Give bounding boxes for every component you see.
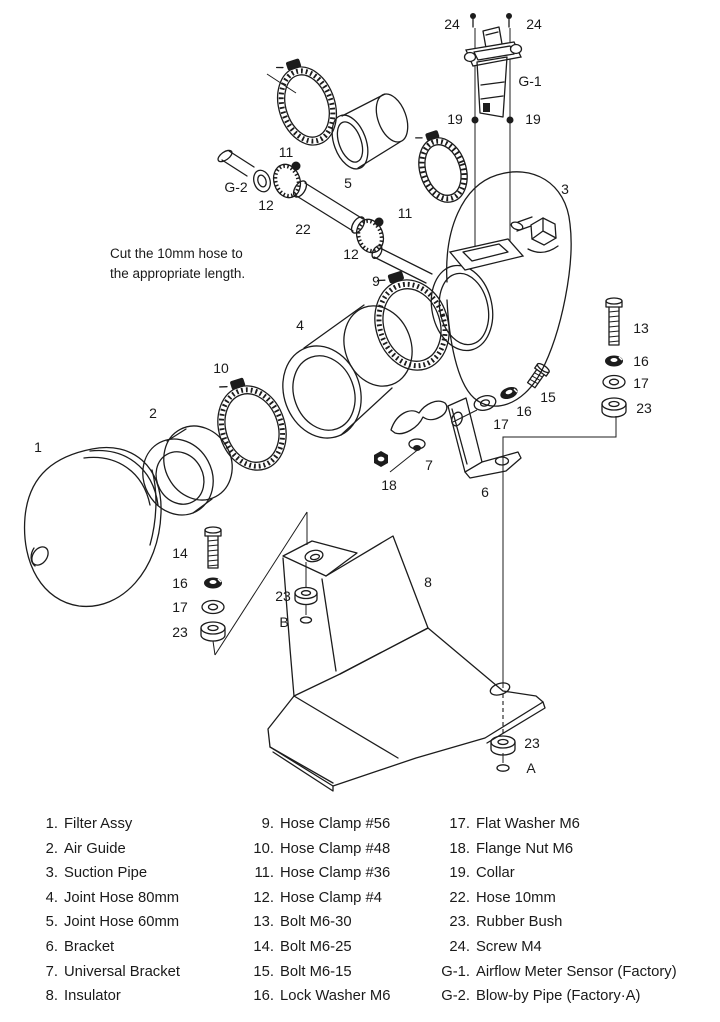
parts-list-item (238, 910, 390, 935)
part-number: 8. (45, 988, 58, 1005)
callout-label-A: A (526, 760, 536, 776)
part-number: 23. (449, 914, 470, 931)
callout-label-9: 9 (372, 273, 380, 289)
callout-label-B: B (279, 614, 289, 630)
callout-label-11: 11 (397, 205, 413, 221)
flange-nut-drawing (374, 451, 388, 467)
parts-list-item (424, 886, 677, 911)
parts-list-item (238, 837, 390, 862)
callout-label-2: 2 (149, 405, 157, 421)
parts-list-item (22, 861, 180, 886)
callout-label-7: 7 (425, 457, 433, 473)
part-label: Flat Washer M6 (476, 816, 580, 832)
callout-label-10: 10 (213, 360, 229, 376)
callout-label-23: 23 (524, 735, 540, 751)
part-label: Airflow Meter Sensor (Factory) (476, 963, 677, 980)
part-label: Insulator (64, 988, 121, 1005)
callout-label-12: 12 (258, 197, 274, 213)
parts-list-item (238, 886, 390, 911)
bolt-m6-30-drawing (606, 298, 622, 345)
callout-label-11: 11 (278, 144, 294, 160)
callout-label-12: 12 (343, 246, 359, 262)
rubber-bush-right-drawing (602, 398, 626, 417)
parts-list-item (22, 984, 180, 1009)
part-number: 6. (45, 938, 58, 955)
part-label: Blow-by Pipe (Factory·A) (476, 988, 641, 1005)
part-label: Collar (476, 865, 515, 882)
callout-label-G-2: G-2 (224, 179, 248, 195)
hose-clamp-36-upper-drawing (266, 52, 346, 153)
parts-list-item (238, 935, 390, 960)
callout-label-15: 15 (540, 389, 556, 405)
callout-label-5: 5 (344, 175, 352, 191)
callout-label-19: 19 (525, 111, 541, 127)
part-label: Rubber Bush (476, 914, 563, 931)
air-guide-drawing (130, 414, 245, 527)
part-number: G-1. (441, 963, 470, 980)
part-label: Hose Clamp #36 (280, 865, 391, 882)
parts-list-item (424, 812, 677, 837)
callout-label-13: 13 (633, 320, 649, 336)
flat-washer-right-drawing (603, 376, 625, 389)
hose-clamp-36-lower-drawing (409, 125, 475, 209)
part-number: 3. (45, 865, 58, 882)
part-number: 16. (253, 988, 274, 1005)
joint-hose-60-drawing (325, 90, 413, 174)
part-label: Bolt M6-15 (280, 963, 352, 980)
part-label: Bolt M6-30 (280, 914, 352, 931)
part-label: Joint Hose 60mm (64, 914, 180, 931)
part-label: Suction Pipe (64, 865, 148, 882)
part-label: Hose Clamp #56 (280, 816, 391, 832)
callout-label-17: 17 (633, 375, 649, 391)
rubber-bush-left-drawing (201, 622, 225, 641)
part-label: Air Guide (64, 840, 126, 857)
part-number: 2. (45, 840, 58, 857)
part-label: Universal Bracket (64, 963, 180, 980)
parts-list-item (22, 935, 180, 960)
part-number: 18. (449, 840, 470, 857)
filter-assy-drawing (25, 448, 162, 607)
part-number: 19. (449, 865, 470, 882)
part-number: 5. (45, 914, 58, 931)
part-label: Bracket (64, 938, 115, 955)
parts-list-item (424, 935, 677, 960)
parts-list-column-2 (238, 812, 390, 1009)
callout-label-19: 19 (447, 111, 463, 127)
callout-label-23: 23 (636, 400, 652, 416)
parts-list-column-3 (424, 812, 677, 1009)
note-line-1: Cut the 10mm hose to (110, 246, 243, 261)
part-number: G-2. (441, 988, 470, 1005)
callout-label-17: 17 (493, 416, 509, 432)
parts-list-item (22, 910, 180, 935)
joint-hose-80-drawing (270, 296, 423, 449)
part-label: Filter Assy (64, 816, 133, 832)
collar-19-left (472, 117, 479, 124)
callout-label-24: 24 (526, 16, 542, 32)
part-number: 15. (253, 963, 274, 980)
parts-list-item (238, 960, 390, 985)
part-number: 7. (45, 963, 58, 980)
parts-list-item (22, 886, 180, 911)
lock-washer-right-drawing (605, 356, 623, 367)
callout-label-8: 8 (424, 574, 432, 590)
part-label: Lock Washer M6 (280, 988, 391, 1005)
parts-list-item (424, 960, 677, 985)
cut-hose-note (110, 244, 245, 283)
parts-list-column-1 (22, 812, 180, 1009)
callout-label-16: 16 (516, 403, 532, 419)
part-number: 22. (449, 889, 470, 906)
callout-label-23: 23 (172, 624, 188, 640)
airflow-meter-sensor-drawing (465, 13, 522, 124)
part-number: 24. (449, 938, 470, 955)
callout-label-14: 14 (172, 545, 188, 561)
part-label: Hose Clamp #48 (280, 840, 391, 857)
flat-washer-left-drawing (202, 601, 224, 614)
parts-list-item (238, 861, 390, 886)
callout-label-1: 1 (34, 439, 42, 455)
part-number: 12. (253, 889, 274, 906)
callout-label-24: 24 (444, 16, 460, 32)
part-number: 11. (254, 865, 274, 882)
part-number: 17. (449, 816, 470, 832)
parts-list-item (22, 812, 180, 837)
universal-bracket-drawing (391, 401, 447, 451)
part-label: Joint Hose 80mm (64, 889, 180, 906)
parts-list-item (424, 910, 677, 935)
part-number: 14. (253, 938, 274, 955)
lock-washer-left-drawing (204, 578, 222, 589)
part-number: 9. (261, 816, 274, 832)
parts-list-item (22, 960, 180, 985)
part-number: 1. (45, 816, 58, 832)
lock-washer-mid-drawing (499, 385, 520, 401)
flat-washer-mid-drawing (473, 393, 498, 412)
parts-list-item (22, 837, 180, 862)
callout-label-17: 17 (172, 599, 188, 615)
callout-label-16: 16 (172, 575, 188, 591)
part-label: Flange Nut M6 (476, 840, 574, 857)
parts-list-item (424, 861, 677, 886)
callout-label-3: 3 (561, 181, 569, 197)
part-number: 10. (253, 840, 274, 857)
part-label: Hose 10mm (476, 889, 556, 906)
callout-label-6: 6 (481, 484, 489, 500)
callout-label-16: 16 (633, 353, 649, 369)
part-label: Screw M4 (476, 938, 542, 955)
callout-label-4: 4 (296, 317, 304, 333)
collar-19-right (507, 117, 514, 124)
parts-list-item (424, 837, 677, 862)
note-line-2: the appropriate length. (110, 265, 246, 281)
bolt-m6-25-drawing (205, 527, 221, 568)
part-label: Bolt M6-25 (280, 938, 352, 955)
part-label: Hose Clamp #4 (280, 889, 382, 906)
parts-list-item (238, 812, 390, 837)
callout-label-18: 18 (381, 477, 397, 493)
callout-label-G-1: G-1 (518, 73, 542, 89)
parts-list-item (238, 984, 390, 1009)
hose-clamp-4-left-drawing (269, 161, 304, 201)
callout-label-22: 22 (295, 221, 311, 237)
part-number: 4. (45, 889, 58, 906)
callout-label-23: 23 (275, 588, 291, 604)
part-number: 13. (253, 914, 274, 931)
bolt-m6-15-drawing (526, 362, 551, 389)
parts-list-item (424, 984, 677, 1009)
